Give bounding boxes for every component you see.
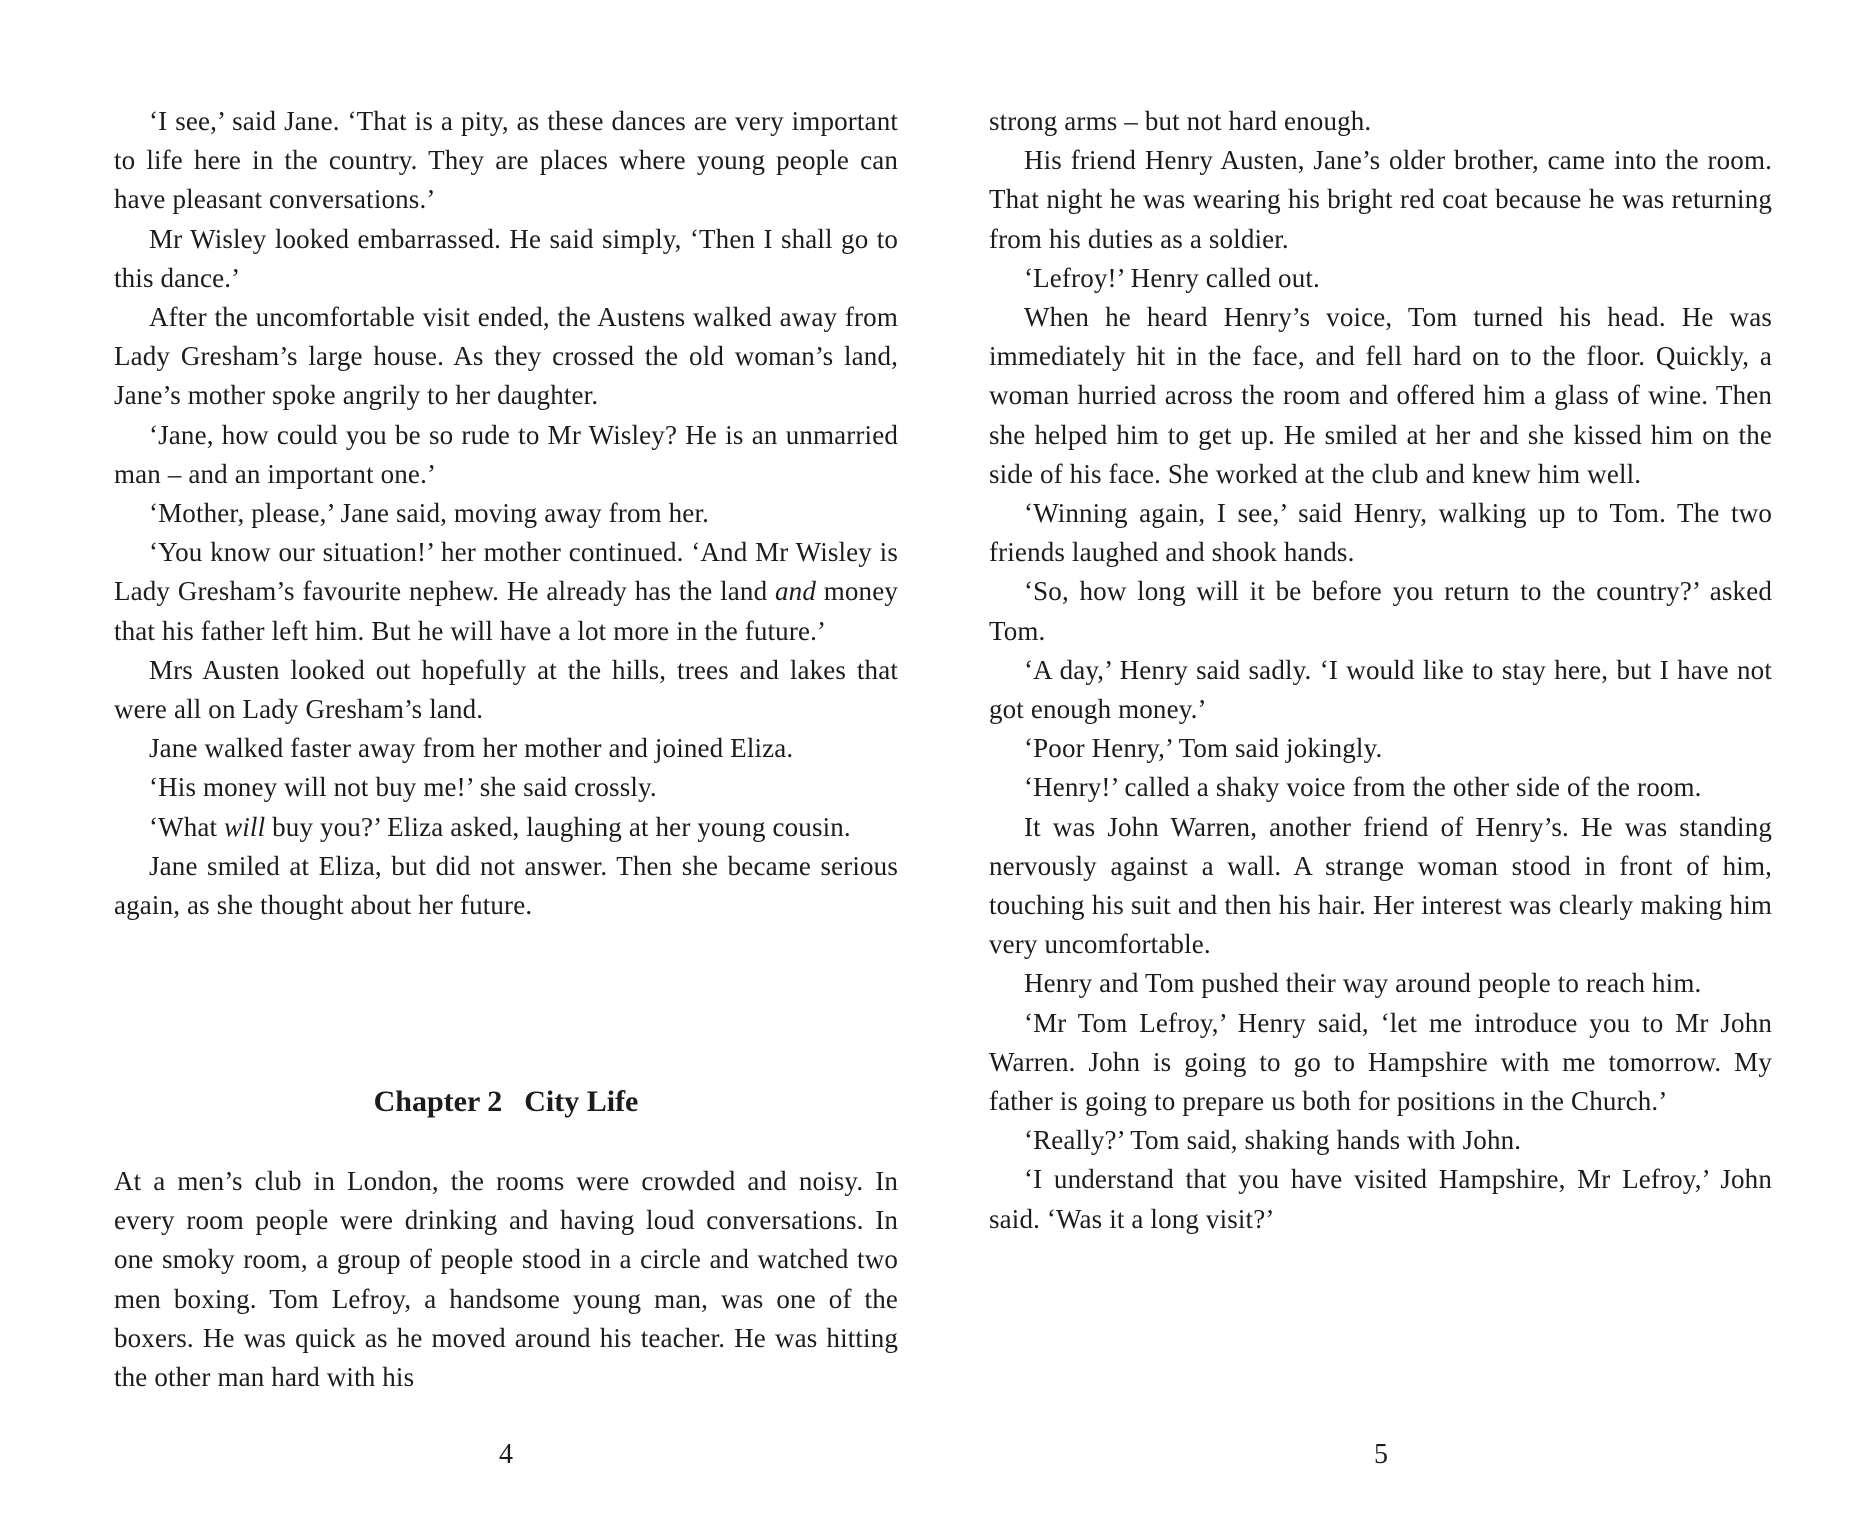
paragraph-text: buy you?’ Eliza asked, laughing at her young cousin. [265,811,851,842]
paragraph: ‘Mr Tom Lefroy,’ Henry said, ‘let me introduce you to Mr John Warren. John is going to go to Hampshire with me tomorrow. My father is going to prepare us both for positions in the Church.’ [989,1007,1772,1117]
right-page [989,0,1772,1534]
chapter-number: Chapter 2 [373,1085,503,1118]
paragraph: ‘His money will not buy me!’ she said crossly. [149,772,657,803]
paragraph-text: money that his father left him. But he will have a lot more in the future.’ [114,576,898,646]
paragraph: Jane smiled at Eliza, but did not answer. Then she became serious again, as she thought about her future. [114,850,898,921]
paragraph: ‘Lefroy!’ Henry called out. [1024,262,1320,293]
chapter-heading [114,1082,898,1122]
paragraph: It was John Warren, another friend of Henry’s. He was standing nervously against a wall. A strange woman stood in front of him, touching his suit and then his hair. Her interest was clearly making him very uncomfortable. [989,811,1772,960]
paragraph: Jane walked faster away from her mother and joined Eliza. [149,733,794,764]
paragraph: ‘Mother, please,’ Jane said, moving away from her. [149,498,709,529]
left-page-text [114,102,898,925]
paragraph: Mrs Austen looked out hopefully at the hills, trees and lakes that were all on Lady Gresham’s land. [114,654,898,725]
paragraph [114,808,898,847]
paragraph: strong arms – but not hard enough. [989,106,1372,136]
paragraph-text: ‘What [149,811,225,842]
paragraph: ‘Really?’ Tom said, shaking hands with John. [1024,1125,1522,1156]
italic-emphasis: will [224,811,266,842]
page-number: 4 [499,1439,513,1470]
italic-emphasis: and [775,576,816,607]
paragraph: When he heard Henry’s voice, Tom turned his head. He was immediately hit in the face, and fell hard on to the floor. Quickly, a woman hurried across the room and offered him a glass of wine. Then she helped him to get up. He smiled at her and she kissed him on the side of his face. She worked at the club and knew him well. [989,302,1772,489]
page-number: 5 [1374,1439,1388,1470]
paragraph: ‘A day,’ Henry said sadly. ‘I would like to stay here, but I have not got enough money.’ [989,654,1772,725]
paragraph: His friend Henry Austen, Jane’s older brother, came into the room. That night he was wearing his bright red coat because he was returning from his duties as a soldier. [989,145,1772,254]
paragraph-text: ‘You know our situation!’ her mother continued. ‘And Mr Wisley is Lady Gresham’s favourite nephew. He already has the land [114,537,898,607]
chapter-title: City Life [524,1085,639,1118]
paragraph: At a men’s club in London, the rooms were crowded and noisy. In every room people were drinking and having loud conversations. In one smoky room, a group of people stood in a circle and watched two men boxing. Tom Lefroy, a handsome young man, was one of the boxers. He was quick as he moved around his teacher. He was hitting the other man hard with his [114,1166,898,1393]
paragraph: Henry and Tom pushed their way around people to reach him. [1024,968,1702,999]
paragraph: ‘So, how long will it be before you return to the country?’ asked Tom. [989,576,1772,646]
paragraph: ‘Poor Henry,’ Tom said jokingly. [1024,733,1383,764]
paragraph: ‘Jane, how could you be so rude to Mr Wisley? He is an unmarried man – and an important one.’ [114,419,898,489]
paragraph: Mr Wisley looked embarrassed. He said simply, ‘Then I shall go to this dance.’ [114,223,898,293]
right-page-text [989,102,1772,1239]
paragraph: ‘Henry!’ called a shaky voice from the other side of the room. [1024,772,1702,803]
paragraph: ‘Winning again, I see,’ said Henry, walking up to Tom. The two friends laughed and shook hands. [989,498,1772,568]
paragraph [114,533,898,651]
paragraph: ‘I see,’ said Jane. ‘That is a pity, as these dances are very important to life here in the country. They are places where young people can have pleasant conversations.’ [114,106,898,215]
paragraph: ‘I understand that you have visited Hampshire, Mr Lefroy,’ John said. ‘Was it a long visit?’ [989,1164,1772,1234]
left-page [114,0,898,1534]
chapter-text [114,1162,898,1397]
paragraph: After the uncomfortable visit ended, the Austens walked away from Lady Gresham’s large house. As they crossed the old woman’s land, Jane’s mother spoke angrily to her daughter. [114,302,898,411]
